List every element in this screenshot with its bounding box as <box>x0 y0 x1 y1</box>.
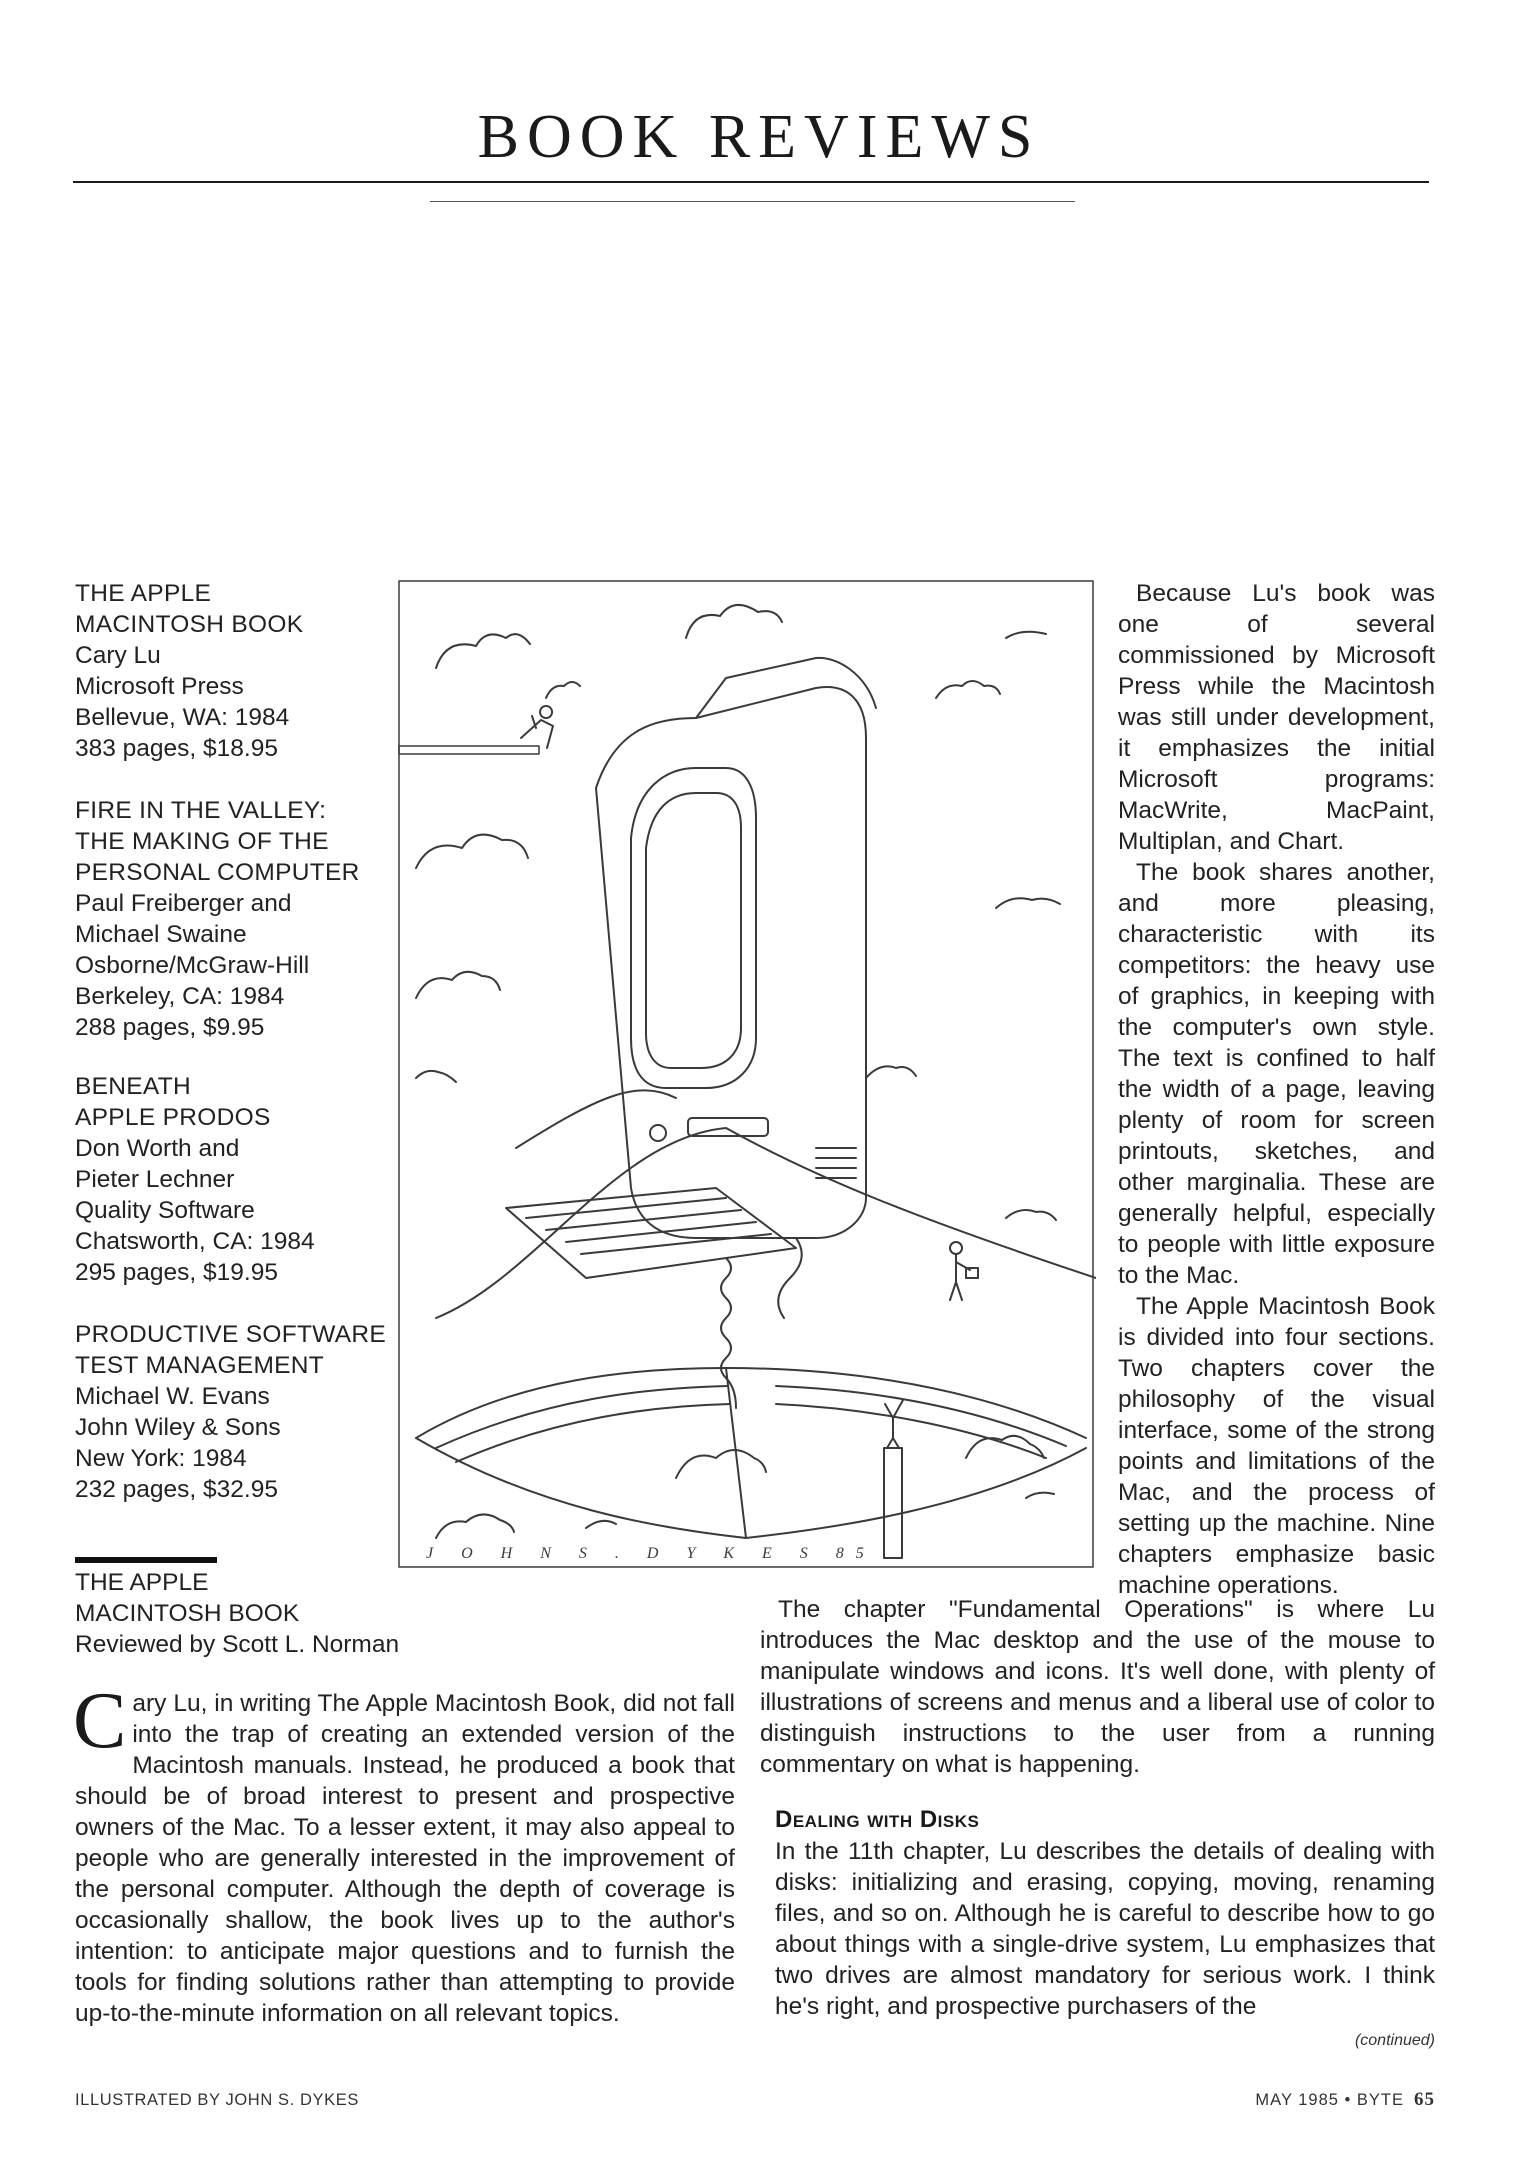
book-title-line: PRODUCTIVE SOFTWARE <box>75 1321 387 1348</box>
header-subrule <box>430 201 1075 202</box>
book-author: Michael Swaine <box>75 921 247 948</box>
page-title: BOOK REVIEWS <box>477 103 1041 171</box>
section-heading: Dealing with Disks <box>775 1806 980 1833</box>
clouds <box>416 605 1060 1538</box>
body-paragraph: The Apple Macintosh Book is divided into four sections. Two chapters cover the philosophy of the visual interface, some of the strong points and limitations of the Mac, and the process of setting up the machine. Nine chapters emphasize basic machine operations. <box>1118 1293 1435 1599</box>
book-title-line: FIRE IN THE VALLEY: <box>75 797 327 824</box>
book-listing <box>75 578 415 764</box>
board-figure <box>399 706 553 754</box>
review-title-line: THE APPLE <box>75 1569 209 1596</box>
book-author: Michael W. Evans <box>75 1383 270 1410</box>
book-author: Cary Lu <box>75 642 161 669</box>
artist-signature: J O H N S . D Y K E S 85 <box>426 1545 876 1562</box>
book-title-line: THE APPLE <box>75 580 212 607</box>
macintosh-computer <box>506 658 876 1408</box>
book-pages-price: 288 pages, $9.95 <box>75 1014 265 1041</box>
traveler-figure <box>950 1242 978 1300</box>
issue-label: MAY 1985 • BYTE <box>1255 2091 1404 2109</box>
review-body-middle <box>760 1594 1435 1780</box>
section-body <box>775 1836 1435 2022</box>
review-title-line: MACINTOSH BOOK <box>75 1600 300 1627</box>
hill <box>436 1128 1096 1318</box>
book-title-line: BENEATH <box>75 1073 191 1100</box>
body-paragraph: ary Lu, in writing The Apple Macintosh Book, did not fall into the trap of creating an extended version of the Macintosh manuals. Instead, he produced a book that should be of broad interest to present and prospective owners of the Mac. To a lesser extent, it may also appeal to people who are generally interested in the improvement of the personal computer. Although the depth of coverage is occasionally shallow, the book lives up to the author's intention: to anticipate major questions and to furnish the tools for finding solutions rather than attempting to provide up-to-the-minute information on all relevant topics. <box>75 1690 735 2027</box>
book-listing <box>75 1071 415 1288</box>
body-paragraph: Because Lu's book was one of several commissioned by Microsoft Press while the Macintosh was still under development, it emphasizes the initial Microsoft programs: MacWrite, MacPaint, Multiplan, and Chart. <box>1118 580 1435 855</box>
book-pages-price: 295 pages, $19.95 <box>75 1259 278 1286</box>
body-paragraph: The book shares another, and more pleasing, characteristic with its competitors: the heavy use of graphics, in keeping with the computer's own style. The text is confined to half the width of a page, leaving plenty of room for screen printouts, sketches, and other marginalia. These are generally helpful, especially to people with little exposure to the Mac. <box>1118 859 1435 1289</box>
open-book <box>416 1368 1086 1538</box>
header-rule <box>73 181 1429 183</box>
book-title-line: MACINTOSH BOOK <box>75 611 304 638</box>
review-heading <box>75 1567 515 1660</box>
book-listing <box>75 1319 415 1505</box>
book-location: New York: 1984 <box>75 1445 247 1472</box>
book-title-line: THE MAKING OF THE <box>75 828 329 855</box>
review-byline: Reviewed by Scott L. Norman <box>75 1631 400 1658</box>
page-number: 65 <box>1414 2089 1435 2110</box>
book-publisher: Quality Software <box>75 1197 255 1224</box>
drop-cap: C <box>73 1677 127 1765</box>
pillar-figure <box>884 1400 903 1558</box>
book-publisher: John Wiley & Sons <box>75 1414 281 1441</box>
book-author: Don Worth and <box>75 1135 240 1162</box>
book-author: Paul Freiberger and <box>75 890 292 917</box>
book-pages-price: 383 pages, $18.95 <box>75 735 278 762</box>
review-body-right <box>1118 578 1435 1601</box>
book-listing <box>75 795 415 1043</box>
body-paragraph: In the 11th chapter, Lu describes the details of dealing with disks: initializing and erasing, copying, moving, renaming files, and so on. Although he is careful to describe how to go about things with a single-drive system, Lu emphasizes that two drives are almost mandatory for serious work. I think he's right, and prospective purchasers of the <box>775 1838 1435 2020</box>
section-divider <box>75 1557 217 1563</box>
book-title-line: PERSONAL COMPUTER <box>75 859 360 886</box>
page-footer <box>1180 2089 1435 2111</box>
review-body-left <box>73 1677 735 2029</box>
body-paragraph: The chapter "Fundamental Operations" is where Lu introduces the Mac desktop and the use of the mouse to manipulate windows and icons. It's well done, with plenty of illustrations of screens and menus and a liberal use of color to distinguish instructions to the user from a running commentary on what is happening. <box>760 1596 1435 1778</box>
book-publisher: Microsoft Press <box>75 673 244 700</box>
illustration-credit: ILLUSTRATED BY JOHN S. DYKES <box>75 2091 359 2109</box>
continued-note: (continued) <box>1354 2032 1435 2049</box>
book-title-line: APPLE PRODOS <box>75 1104 271 1131</box>
book-publisher: Osborne/McGraw-Hill <box>75 952 310 979</box>
book-title-line: TEST MANAGEMENT <box>75 1352 325 1379</box>
macintosh-illustration <box>396 578 1096 1570</box>
book-location: Chatsworth, CA: 1984 <box>75 1228 315 1255</box>
book-pages-price: 232 pages, $32.95 <box>75 1476 278 1503</box>
book-location: Bellevue, WA: 1984 <box>75 704 290 731</box>
book-location: Berkeley, CA: 1984 <box>75 983 285 1010</box>
book-author: Pieter Lechner <box>75 1166 235 1193</box>
